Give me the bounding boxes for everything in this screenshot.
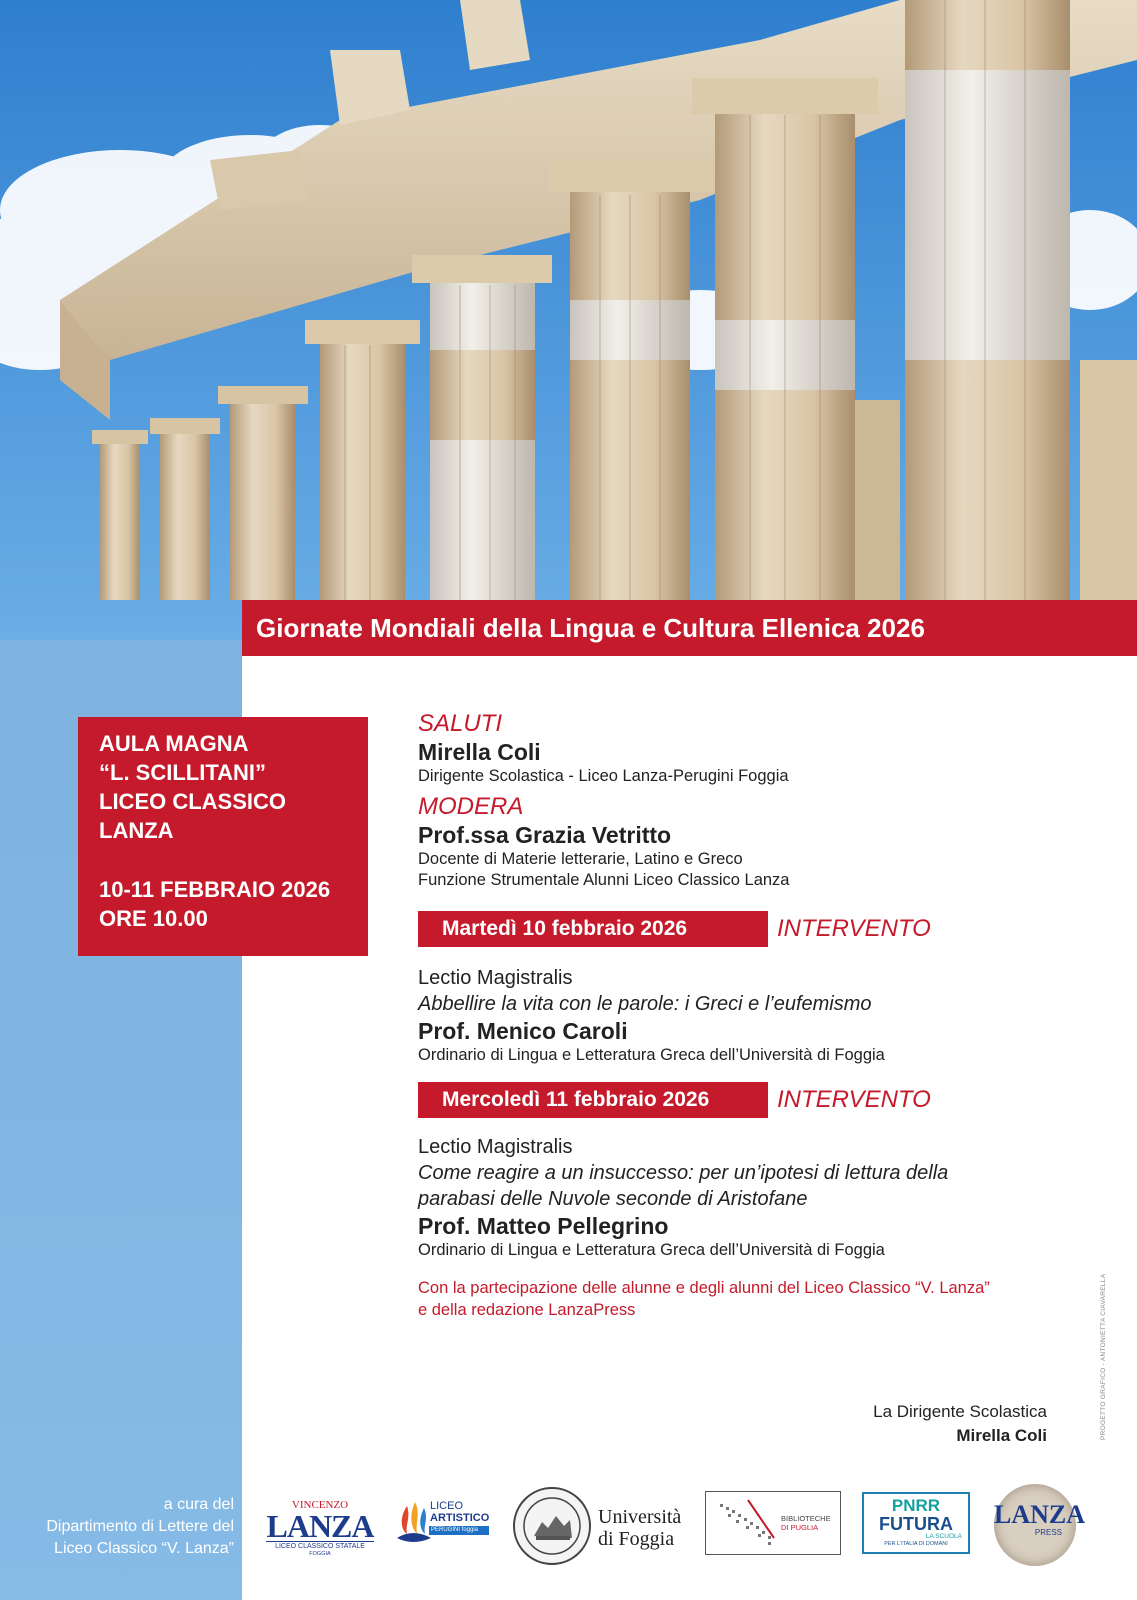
participation-note-2: e della redazione LanzaPress: [418, 1301, 636, 1319]
day1-role: Ordinario di Lingua e Letteratura Greca dell’Università di Foggia: [418, 1046, 885, 1064]
biblioteche-l1: BIBLIOTECHE: [781, 1514, 831, 1523]
biblioteche-l2: DI PUGLIA: [781, 1523, 819, 1532]
venue-time: ORE 10.00: [99, 906, 208, 931]
day2-header: [418, 1082, 1078, 1118]
venue-line-4: LANZA: [99, 818, 174, 843]
artistico-l1: LICEO: [430, 1500, 464, 1512]
venue-line-2: “L. SCILLITANI”: [99, 760, 267, 785]
lanza-logo-main: LANZA: [266, 1508, 374, 1544]
university-seal-icon: [512, 1486, 592, 1566]
signature-name: Mirella Coli: [956, 1426, 1047, 1445]
curated-by: [10, 1494, 234, 1560]
biblioteche-logo: [705, 1491, 841, 1555]
signature-title: La Dirigente Scolastica: [873, 1402, 1047, 1421]
saluti-label: SALUTI: [418, 710, 503, 737]
lanza-logo: [266, 1500, 374, 1556]
design-credit: PROGETTO GRAFICO - ANTONIETTA CIAVARELLA: [1100, 1273, 1107, 1440]
curated-line-2: Dipartimento di Lettere del: [46, 1518, 234, 1535]
lanzapress-main: LANZA: [994, 1500, 1086, 1529]
pnrr-futura-logo: [862, 1492, 970, 1554]
venue-gap: [99, 845, 368, 875]
modera-role-1: Docente di Materie letterarie, Latino e Greco: [418, 850, 743, 868]
curated-line-1: a cura del: [163, 1496, 234, 1513]
participation-note-1: Con la partecipazione delle alunne e degli alunni del Liceo Classico “V. Lanza”: [418, 1279, 990, 1297]
day2-role: Ordinario di Lingua e Letteratura Greca dell’Università di Foggia: [418, 1241, 885, 1259]
modera-role-2: Funzione Strumentale Alunni Liceo Classico Lanza: [418, 871, 790, 889]
unifg-l1: Università: [598, 1506, 682, 1528]
day1-topic: Abbellire la vita con le parole: i Greci e l’eufemismo: [418, 993, 872, 1015]
day2-speaker: Prof. Matteo Pellegrino: [418, 1213, 669, 1239]
flame-icon: [393, 1498, 435, 1548]
artistico-l2: ARTISTICO: [430, 1512, 490, 1524]
puglia-map-icon: [718, 1498, 778, 1548]
day2-topic-2: parabasi delle Nuvole seconde di Aristofane: [418, 1188, 808, 1210]
day1-type: Lectio Magistralis: [418, 967, 573, 989]
event-title: Giornate Mondiali della Lingua e Cultura Ellenica 2026: [242, 600, 1137, 656]
modera-label: MODERA: [418, 793, 524, 820]
unifg-logo: [512, 1486, 682, 1568]
saluti-name: Mirella Coli: [418, 739, 541, 765]
lanzapress-sub: PRESS: [1034, 1528, 1062, 1537]
program: [418, 710, 1078, 1321]
signature: [873, 1400, 1047, 1448]
unifg-l2: di Foggia: [598, 1528, 675, 1550]
day1-speaker: Prof. Menico Caroli: [418, 1018, 628, 1044]
pnrr-l3: LA SCUOLA: [925, 1533, 962, 1540]
day2-date: Mercoledì 11 febbraio 2026: [418, 1082, 768, 1118]
pnrr-l4: PER L'ITALIA DI DOMANI: [884, 1541, 948, 1547]
day2-type: Lectio Magistralis: [418, 1136, 573, 1158]
pnrr-l1: PNRR: [891, 1496, 941, 1515]
artistico-logo: [393, 1496, 491, 1550]
day1-header: [418, 911, 1078, 947]
saluti-role: Dirigente Scolastica - Liceo Lanza-Perugini Foggia: [418, 767, 789, 785]
modera-name: Prof.ssa Grazia Vetritto: [418, 822, 672, 848]
curated-line-3: Liceo Classico “V. Lanza”: [54, 1540, 234, 1557]
pnrr-l2: FUTURA: [879, 1514, 953, 1534]
lanza-logo-city: FOGGIA: [309, 1551, 331, 1557]
hero-image: [0, 0, 1137, 640]
venue-line-1: AULA MAGNA: [99, 731, 249, 756]
day2-label: INTERVENTO: [777, 1086, 931, 1113]
venue-box: [78, 717, 368, 956]
day2-topic-1: Come reagire a un insuccesso: per un’ipotesi di lettura della: [418, 1162, 949, 1184]
day1-date: Martedì 10 febbraio 2026: [418, 911, 768, 947]
lanzapress-logo: [994, 1484, 1086, 1566]
artistico-l3: PERUGINI foggia: [429, 1526, 489, 1535]
day1-label: INTERVENTO: [777, 915, 931, 942]
venue-dates: 10-11 FEBBRAIO 2026: [99, 877, 331, 902]
venue-line-3: LICEO CLASSICO: [99, 789, 287, 814]
parthenon-illustration: [0, 0, 1137, 640]
lanza-logo-top: VINCENZO: [291, 1499, 349, 1511]
lanza-logo-sub: LICEO CLASSICO STATALE: [266, 1541, 374, 1551]
